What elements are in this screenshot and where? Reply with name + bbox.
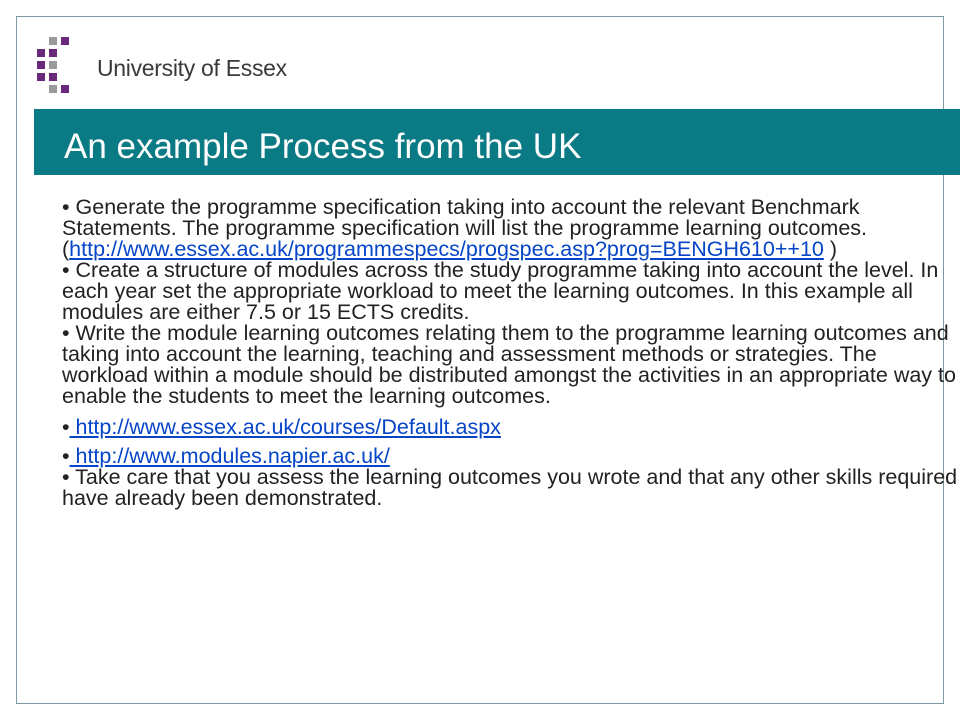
courses-link[interactable]: http://www.essex.ac.uk/courses/Default.aspx (69, 415, 501, 439)
slide-frame (16, 16, 958, 704)
modules-link[interactable]: http://www.modules.napier.ac.uk/ (69, 444, 390, 468)
programme-spec-link[interactable]: http://www.essex.ac.uk/programmespecs/progspec.asp?prog=BENGH610++10 (69, 237, 824, 261)
university-logo-icon (35, 35, 75, 107)
bullet-courses-link: • http://www.essex.ac.uk/courses/Default.aspx (62, 415, 501, 439)
bullet-module-outcomes-text: Write the module learning outcomes relating them to the programme learning outcomes and taking into account the learning, teaching and assessment methods or strategies. The workload within a module should be distributed amongst the activities in an appropriate way to enable the students to meet the learning outcomes. (62, 321, 956, 408)
bullet-module-structure: • Create a structure of modules across the study programme taking into account the level. In each year set the appropriate workload to meet the learning outcomes. In this example all modules are either 7.5 or 15 ECTS credits. (62, 258, 939, 324)
bullet-module-outcomes: • Write the module learning outcomes relating them to the programme learning outcomes and taking into account the learning, teaching and assessment methods or strategies. The workload within a module should be distributed amongst the activities in an appropriate way to enable the students to meet the learning outcomes. (62, 321, 956, 408)
bullet-module-structure-text: Create a structure of modules across the study programme taking into account the level. In each year set the appropriate workload to meet the learning outcomes. In this example all modules are either 7.5 or 15 ECTS credits. (62, 258, 939, 324)
paren-open: ( (62, 237, 70, 261)
bullet-assessment-text: Take care that you assess the learning outcomes you wrote and that any other skills required have already been demonstrated. (62, 465, 958, 510)
bullet-assessment: • Take care that you assess the learning outcomes you wrote and that any other skills required have already been demonstrated. (62, 465, 958, 510)
bullet-programme-spec-text: Generate the programme specification taking into account the relevant Benchmark Statements. The programme specification will list the programme learning outcomes. (62, 195, 868, 240)
bullet-modules-link: • http://www.modules.napier.ac.uk/ (62, 444, 390, 468)
bullet-programme-spec: • Generate the programme specification taking into account the relevant Benchmark Statements. The programme specification will list the programme learning outcomes. (http://www.essex.ac.uk/programmespecs/progspec.asp?prog=BENGH610++10 ) (62, 195, 868, 261)
title-bar (34, 109, 960, 175)
slide-content (62, 197, 960, 509)
paren-close: ) (823, 237, 838, 261)
university-name: University of Essex (97, 55, 287, 81)
slide-title: An example Process from the UK (64, 127, 582, 166)
